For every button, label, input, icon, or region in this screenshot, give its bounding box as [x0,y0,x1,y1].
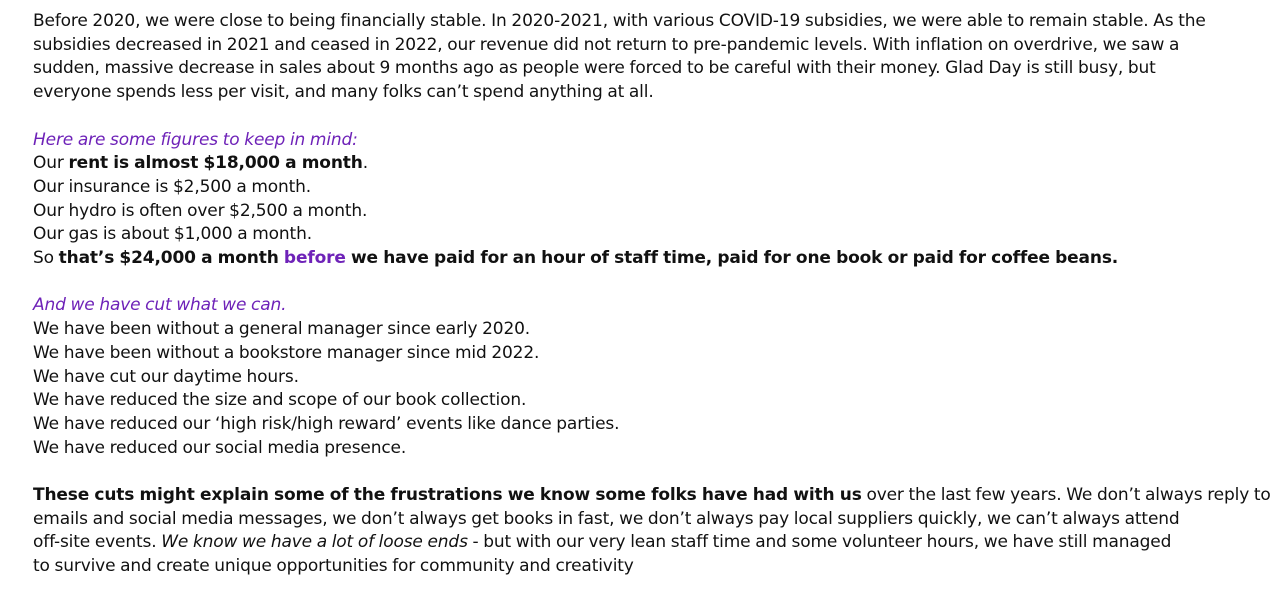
cut-item: We have been without a general manager since early 2020. [33,319,531,340]
intro-paragraph [33,10,1233,105]
insurance-line: Our insurance is $2,500 a month. [33,176,312,197]
closing-line1-rest: over the last few years. We don’t always reply to [861,485,1271,506]
total-highlight: before [283,248,346,269]
intro-line: sudden, massive decrease in sales about 9 months ago as people were forced to be careful with their money. Glad Day is still busy, but [33,58,1156,79]
total-line [33,247,1233,271]
rent-prefix: Our [33,153,69,174]
closing-italic-phrase: We know we have a lot of loose ends [161,532,468,553]
cuts-heading: And we have cut what we can. [33,295,287,316]
intro-line: Before 2020, we were close to being financially stable. In 2020-2021, with various COVID-19 subsidies, we were able to remain stable. As the [33,11,1206,31]
rent-amount: rent is almost $18,000 a month [68,153,363,174]
figures-heading: Here are some figures to keep in mind: [33,129,358,150]
cuts-section [33,294,1233,460]
cut-item: We have cut our daytime hours. [33,366,299,387]
figures-section [33,129,1233,271]
cut-item: We have been without a bookstore manager since mid 2022. [33,342,540,363]
hydro-line: Our hydro is often over $2,500 a month. [33,200,368,221]
cut-item: We have reduced the size and scope of our book collection. [33,390,527,411]
closing-line [33,484,1271,508]
rent-suffix: . [362,153,368,174]
rent-line [33,152,1233,176]
closing-line: emails and social media messages, we don’t always get books in fast, we don’t always pay local suppliers quickly, we can’t always attend [33,508,1180,529]
closing-bold-statement: These cuts might explain some of the frustrations we know some folks have had with us [33,485,862,506]
closing-paragraph [33,484,1271,579]
total-amount: that’s $24,000 a month [58,248,284,269]
closing-line3-rest: - but with our very lean staff time and some volunteer hours, we have still managed [467,532,1172,553]
closing-line3-start: off-site events. [33,532,162,553]
closing-line [33,531,1233,555]
total-prefix: So [33,248,59,269]
intro-line: subsidies decreased in 2021 and ceased in 2022, our revenue did not return to pre-pandemic levels. With inflation on overdrive, we saw a [33,34,1180,55]
intro-line: everyone spends less per visit, and many folks can’t spend anything at all. [33,82,654,103]
cut-item: We have reduced our ‘high risk/high reward’ events like dance parties. [33,413,620,434]
total-rest: we have paid for an hour of staff time, paid for one book or paid for coffee beans. [345,248,1119,269]
gas-line: Our gas is about $1,000 a month. [33,224,312,245]
cut-item: We have reduced our social media presence. [33,437,407,458]
closing-line: to survive and create unique opportunities for community and creativity [33,556,634,577]
